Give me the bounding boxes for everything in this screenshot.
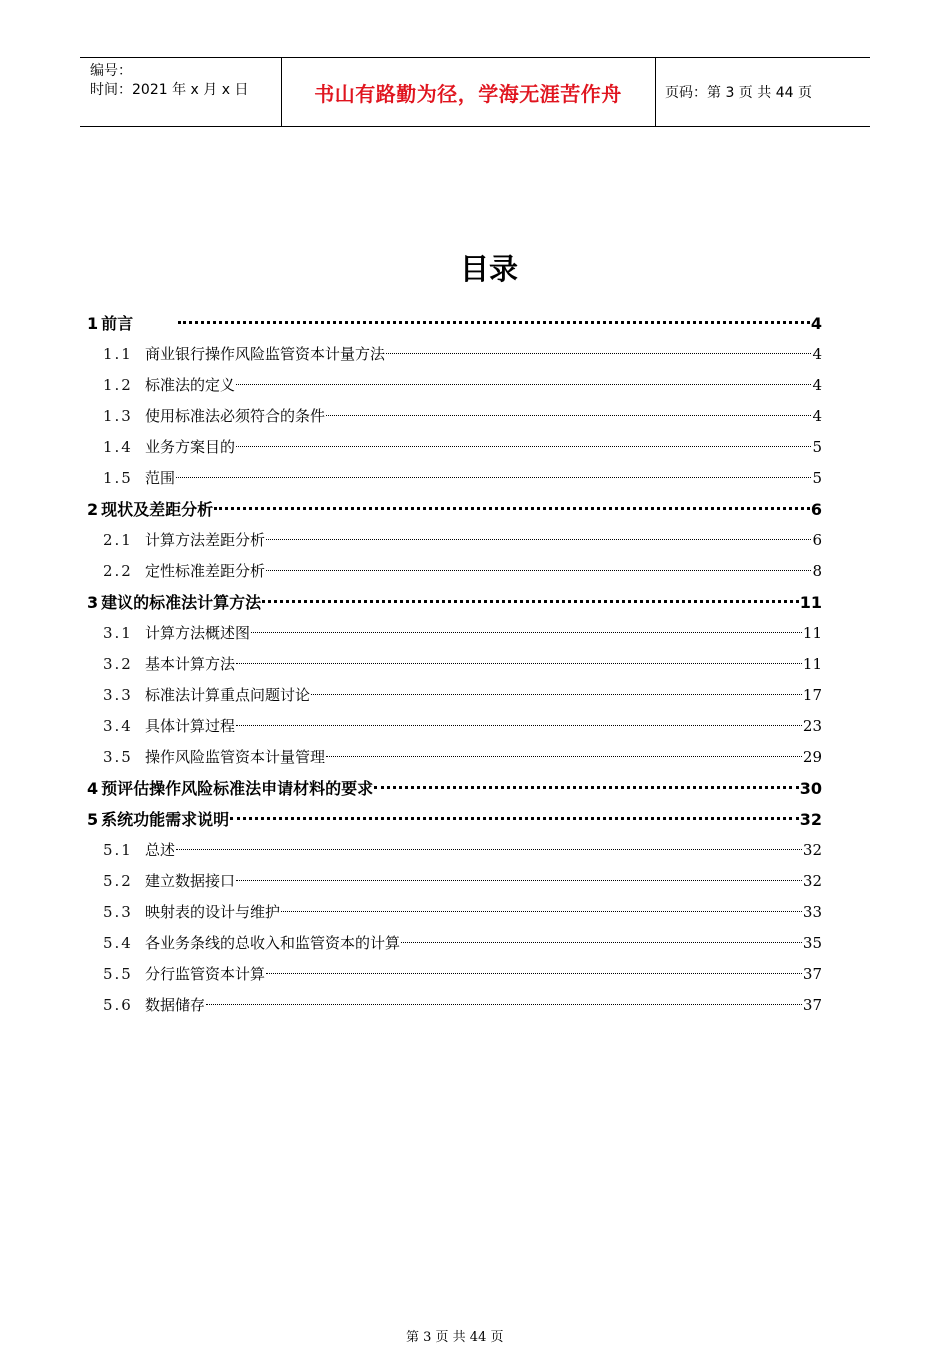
toc-leader-dots <box>262 588 799 603</box>
toc-entry-page: 6 <box>810 500 822 519</box>
toc-leader-dots <box>236 868 802 881</box>
toc-entry-page: 4 <box>810 314 822 333</box>
toc-leader-dots <box>326 744 802 757</box>
toc-leader-dots <box>401 930 802 943</box>
header-motto: 书山有路勤为径，学海无涯苦作舟 <box>314 81 622 106</box>
toc-entry-number: 2.1 <box>103 531 133 549</box>
toc-entry-page: 4 <box>812 376 822 394</box>
toc-entry-page: 5 <box>812 438 822 456</box>
toc-chapter-entry[interactable] <box>87 773 822 804</box>
toc-entry-page: 8 <box>812 562 822 580</box>
toc-section-entry[interactable] <box>87 959 822 990</box>
toc-leader-dots <box>266 558 811 571</box>
toc-leader-dots <box>281 899 802 912</box>
toc-entry-page: 32 <box>802 841 822 859</box>
toc-section-entry[interactable] <box>87 711 822 742</box>
toc-entry-number: 3.1 <box>103 624 133 642</box>
toc-entry-page: 17 <box>802 686 822 704</box>
toc-entry-number: 5.3 <box>103 903 133 921</box>
toc-entry-title: 系统功能需求说明 <box>101 810 230 829</box>
toc-entry-number: 1.1 <box>103 345 133 363</box>
toc-leader-dots <box>311 682 802 695</box>
toc-entry-title: 范围 <box>145 469 176 487</box>
toc-entry-page: 4 <box>812 407 822 425</box>
toc-title: 目录 <box>459 252 518 286</box>
toc-entry-title: 商业银行操作风险监管资本计量方法 <box>145 345 386 363</box>
toc-leader-dots <box>326 403 811 416</box>
toc-entry-title: 标准法的定义 <box>145 376 236 394</box>
toc-entry-number: 1 <box>87 314 99 333</box>
toc-entry-page: 32 <box>799 810 822 829</box>
toc-section-entry[interactable] <box>87 401 822 432</box>
header-divider <box>655 58 656 126</box>
header-page-info: 页码：第 3 页 共 44 页 <box>665 85 812 101</box>
toc-entry-title: 数据储存 <box>145 996 206 1014</box>
toc-entry-title: 建立数据接口 <box>145 872 236 890</box>
toc-entry-number: 1.2 <box>103 376 133 394</box>
toc-section-entry[interactable] <box>87 866 822 897</box>
toc-entry-number: 1.4 <box>103 438 133 456</box>
toc-leader-dots <box>236 713 802 726</box>
toc-leader-dots <box>230 805 799 820</box>
toc-leader-dots <box>214 495 810 510</box>
toc-chapter-entry[interactable] <box>87 308 822 339</box>
toc-entry-number: 1.3 <box>103 407 133 425</box>
toc-entry-title: 建议的标准法计算方法 <box>101 593 262 612</box>
toc-section-entry[interactable] <box>87 618 822 649</box>
toc-section-entry[interactable] <box>87 928 822 959</box>
toc-leader-dots <box>374 774 799 789</box>
toc-entry-number: 5.6 <box>103 996 133 1014</box>
toc-chapter-entry[interactable] <box>87 494 822 525</box>
toc-entry-page: 29 <box>802 748 822 766</box>
toc-entry-title: 映射表的设计与维护 <box>145 903 281 921</box>
document-number-label: 编号： <box>90 63 132 79</box>
toc-entry-number: 3.4 <box>103 717 133 735</box>
toc-section-entry[interactable] <box>87 990 822 1021</box>
toc-entry-page: 37 <box>802 996 822 1014</box>
toc-entry-title: 具体计算过程 <box>145 717 236 735</box>
toc-entry-title: 使用标准法必须符合的条件 <box>145 407 326 425</box>
toc-entry-number: 5.2 <box>103 872 133 890</box>
toc-entry-number: 3.3 <box>103 686 133 704</box>
toc-entry-page: 37 <box>802 965 822 983</box>
toc-entry-page: 11 <box>802 624 822 642</box>
toc-entry-number: 5 <box>87 810 99 829</box>
toc-entry-title: 操作风险监管资本计量管理 <box>145 748 326 766</box>
toc-section-entry[interactable] <box>87 556 822 587</box>
toc-entry-title: 计算方法概述图 <box>145 624 251 642</box>
toc-entry-page: 33 <box>802 903 822 921</box>
toc-entry-title: 各业务条线的总收入和监管资本的计算 <box>145 934 401 952</box>
toc-entry-page: 11 <box>802 655 822 673</box>
toc-section-entry[interactable] <box>87 525 822 556</box>
toc-leader-dots <box>386 341 811 354</box>
toc-entry-number: 5.5 <box>103 965 133 983</box>
toc-entry-page: 4 <box>812 345 822 363</box>
toc-entry-number: 5.1 <box>103 841 133 859</box>
toc-entry-title: 分行监管资本计算 <box>145 965 266 983</box>
toc-leader-dots <box>236 651 802 664</box>
toc-entry-number: 2.2 <box>103 562 133 580</box>
toc-entry-page: 6 <box>812 531 822 549</box>
toc-section-entry[interactable] <box>87 742 822 773</box>
toc-entry-number: 2 <box>87 500 99 519</box>
toc-leader-dots <box>236 372 811 385</box>
page-header <box>80 57 870 127</box>
toc-entry-page: 23 <box>802 717 822 735</box>
toc-entry-title: 业务方案目的 <box>145 438 236 456</box>
toc-entry-title: 前言 <box>101 314 134 333</box>
toc-entry-page: 30 <box>799 779 822 798</box>
toc-leader-dots <box>178 309 810 324</box>
toc-chapter-entry[interactable] <box>87 587 822 618</box>
toc-entry-title: 基本计算方法 <box>145 655 236 673</box>
toc-section-entry[interactable] <box>87 897 822 928</box>
toc-entry-page: 32 <box>802 872 822 890</box>
header-meta <box>90 62 248 100</box>
toc-section-entry[interactable] <box>87 835 822 866</box>
toc-entry-title: 标准法计算重点问题讨论 <box>145 686 311 704</box>
toc-entry-number: 3.5 <box>103 748 133 766</box>
toc-section-entry[interactable] <box>87 339 822 370</box>
toc-leader-dots <box>206 992 802 1005</box>
toc-leader-dots <box>251 620 802 633</box>
toc-leader-dots <box>176 837 802 850</box>
toc-entry-title: 定性标准差距分析 <box>145 562 266 580</box>
toc-leader-dots <box>266 961 802 974</box>
toc-section-entry[interactable] <box>87 432 822 463</box>
toc-entry-title: 预评估操作风险标准法申请材料的要求 <box>101 779 374 798</box>
toc-leader-dots <box>266 527 811 540</box>
toc-chapter-entry[interactable] <box>87 804 822 835</box>
toc-entry-page: 11 <box>799 593 822 612</box>
toc-entry-number: 5.4 <box>103 934 133 952</box>
toc-entry-number: 3.2 <box>103 655 133 673</box>
toc-entry-number: 4 <box>87 779 99 798</box>
toc-entry-number: 1.5 <box>103 469 133 487</box>
toc-section-entry[interactable] <box>87 649 822 680</box>
toc-entry-title: 总述 <box>145 841 176 859</box>
toc-leader-dots <box>176 465 811 478</box>
toc-entry-title: 现状及差距分析 <box>101 500 214 519</box>
table-of-contents <box>87 308 822 1021</box>
toc-entry-number: 3 <box>87 593 99 612</box>
toc-section-entry[interactable] <box>87 370 822 401</box>
toc-entry-page: 5 <box>812 469 822 487</box>
toc-entry-page: 35 <box>802 934 822 952</box>
toc-section-entry[interactable] <box>87 680 822 711</box>
page-footer: 第 3 页 共 44 页 <box>406 1330 504 1345</box>
toc-entry-title: 计算方法差距分析 <box>145 531 266 549</box>
toc-leader-dots <box>236 434 811 447</box>
toc-section-entry[interactable] <box>87 463 822 494</box>
document-date-label: 时间：2021 年 x 月 x 日 <box>90 82 249 98</box>
